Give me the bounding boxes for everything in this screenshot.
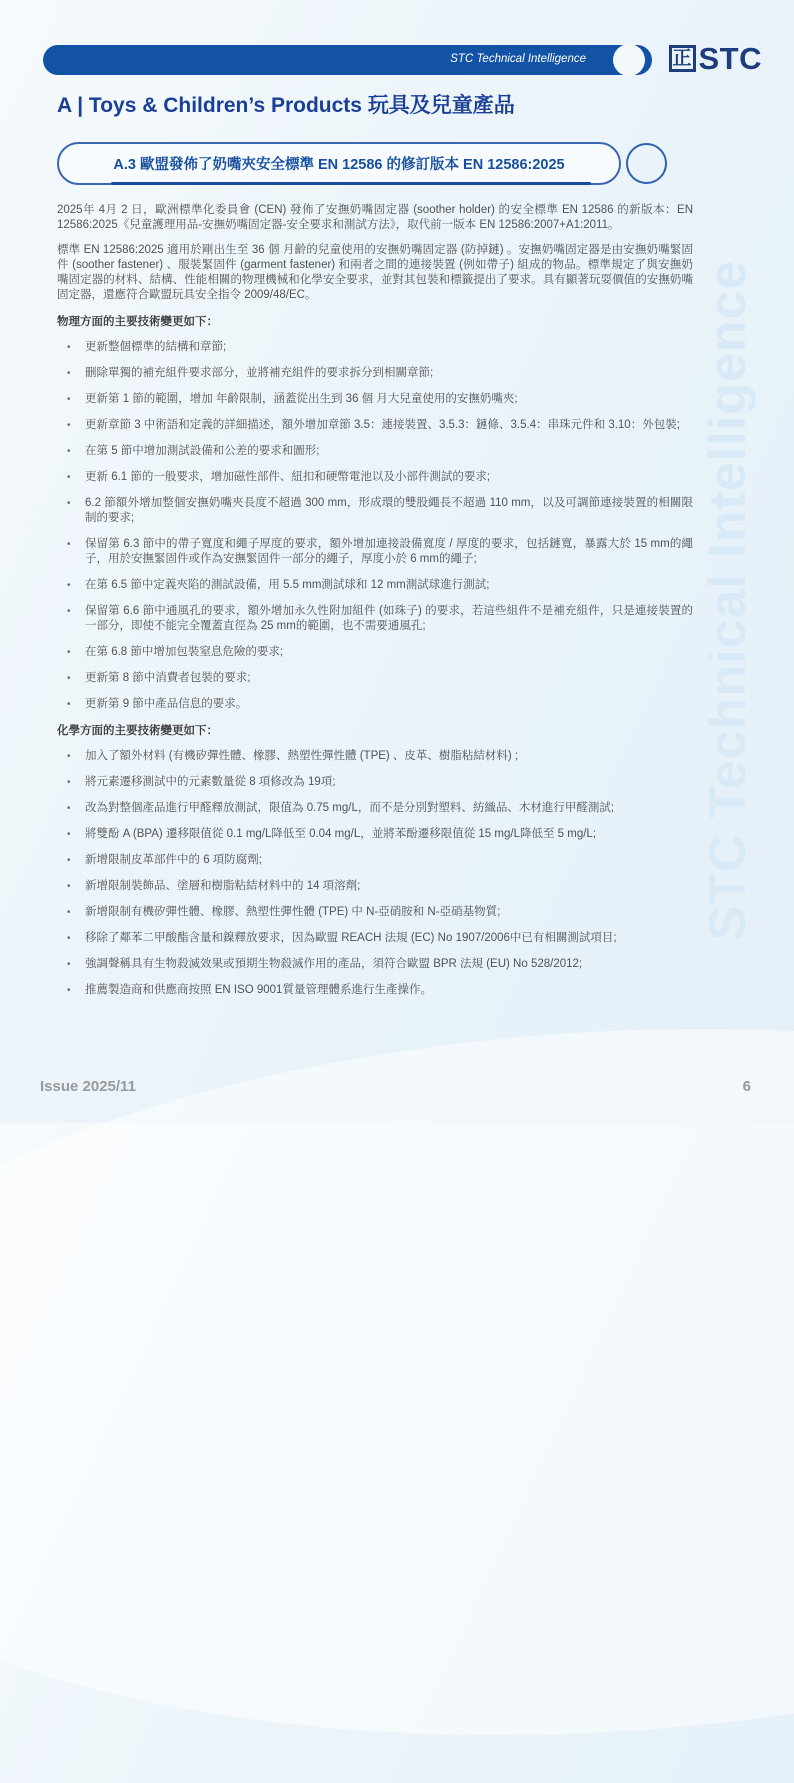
list-item: • 在第 6.8 節中增加包裝窒息危險的要求; xyxy=(57,645,693,660)
page-title-chinese: 玩具及兒童產品 xyxy=(367,93,515,117)
list-item: • 加入了額外材料 (有機矽彈性體、橡膠、熱塑性彈性體 (TPE) 、皮革、樹脂粘結材料) ; xyxy=(57,749,693,764)
list-item: • 將元素遷移測試中的元素數量從 8 項修改為 19項; xyxy=(57,775,693,790)
footer-page-number: 6 xyxy=(742,1078,751,1095)
footer-issue-label: Issue 2025/11 xyxy=(40,1078,136,1095)
physical-changes-heading: 物理方面的主要技術變更如下： xyxy=(57,316,218,328)
list-item: • 推薦製造商和供應商按照 EN ISO 9001質量管理體系進行生產操作。 xyxy=(57,983,693,998)
list-item: • 保留第 6.6 節中通風孔的要求，額外增加永久性附加組件 (如珠子) 的要求，若這些組件不是補充組件，只是連接裝置的一部分，即使不能完全覆蓋直徑為 25 mm的範圍，也不需要通風孔; xyxy=(57,604,693,634)
list-item: • 在第 5 節中增加測試設備和公差的要求和圖形; xyxy=(57,444,693,459)
section-heading-pill xyxy=(57,142,621,185)
header-bar-notch xyxy=(613,44,645,76)
chemical-changes-heading: 化學方面的主要技術變更如下： xyxy=(57,725,218,737)
list-item: • 更新 6.1 節的一般要求，增加磁性部件、紐扣和硬幣電池以及小部件測試的要求; xyxy=(57,470,693,485)
list-item: • 新增限制皮革部件中的 6 項防腐劑; xyxy=(57,853,693,868)
stc-logo xyxy=(669,43,763,74)
section-heading-label: A.3 歐盟發佈了奶嘴夾安全標準 EN 12586 的修訂版本 EN 12586:2025 xyxy=(113,157,565,173)
stc-logo-glyph-icon: 正 xyxy=(669,45,696,72)
physical-changes-list xyxy=(57,340,693,712)
page-title xyxy=(57,89,515,119)
list-item: • 保留第 6.3 節中的帶子寬度和繩子厚度的要求，額外增加連接設備寬度 / 厚度的要求，包括鏈寬，暴露大於 15 mm的繩子，用於安撫緊固件或作為安撫緊固件一部分的繩子，厚度小於 6 mm的繩子; xyxy=(57,537,693,567)
list-item: • 移除了鄰苯二甲酸酯含量和鎳釋放要求，因為歐盟 REACH 法規 (EC) No 1907/2006中已有相關測試項目; xyxy=(57,931,693,946)
background-swoosh xyxy=(0,981,794,1783)
list-item: • 更新第 1 節的範圍，增加 年齡限制，涵蓋從出生到 36 個 月大兒童使用的安撫奶嘴夾; xyxy=(57,392,693,407)
list-item: • 更新第 9 節中產品信息的要求。 xyxy=(57,697,693,712)
header-bar xyxy=(43,45,652,75)
list-item: • 刪除單獨的補充組件要求部分，並將補充組件的要求拆分到相關章節; xyxy=(57,366,693,381)
list-item: • 將雙酚 A (BPA) 遷移限值從 0.1 mg/L降低至 0.04 mg/L，並將苯酚遷移限值從 15 mg/L降低至 5 mg/L; xyxy=(57,827,693,842)
list-item: • 6.2 節額外增加整個安撫奶嘴夾長度不超過 300 mm，形成環的雙股繩長不超過 110 mm，以及可調節連接裝置的相關限制的要求; xyxy=(57,496,693,526)
list-item: • 強調聲稱具有生物殺滅效果或預期生物殺滅作用的產品，須符合歐盟 BPR 法規 (EU) No 528/2012; xyxy=(57,957,693,972)
scope-paragraph: 標準 EN 12586:2025 適用於剛出生至 36 個 月齡的兒童使用的安撫奶嘴固定器 (防掉鏈) 。安撫奶嘴固定器是由安撫奶嘴緊固件 (soother fastener) 、服裝緊固件 (garment fastener) 和兩者之間的連接裝置 (例如帶子) 組成的物品。標準規定了與安撫奶嘴固定器的材料、結構、性能相關的物理機械和化學安全要求，並對其包裝和標籤提出了要求。具有顯著玩耍價值的安撫奶嘴固定器，還應符合歐盟玩具安全指令 2009/48/EC。 xyxy=(57,244,693,301)
header-bar-label: STC Technical Intelligence xyxy=(450,53,586,65)
list-item: • 新增限制有機矽彈性體、橡膠、熱塑性彈性體 (TPE) 中 N-亞硝胺和 N-亞硝基物質; xyxy=(57,905,693,920)
article-body xyxy=(57,203,693,1009)
watermark-text: STC Technical Intelligence xyxy=(699,259,757,941)
list-item: • 新增限制裝飾品、塗層和樹脂粘結材料中的 14 項溶劑; xyxy=(57,879,693,894)
section-decorative-circle xyxy=(626,143,667,184)
intro-paragraph: 2025年 4月 2 日，歐洲標準化委員會 (CEN) 發佈了安撫奶嘴固定器 (soother holder) 的安全標準 EN 12586 的新版本：EN 12586:2025《兒童護理用品-安撫奶嘴固定器-安全要求和測試方法》，取代前一版本 EN 12586:2007+A1:2011。 xyxy=(57,204,693,231)
chemical-changes-list xyxy=(57,749,693,998)
list-item: • 更新整個標準的結構和章節; xyxy=(57,340,693,355)
list-item: • 改為對整個產品進行甲醛釋放測試，限值為 0.75 mg/L，而不是分別對塑料、紡織品、木材進行甲醛測試; xyxy=(57,801,693,816)
stc-logo-text: STC xyxy=(698,41,762,76)
list-item: • 更新第 8 節中消費者包裝的要求; xyxy=(57,671,693,686)
list-item: • 在第 6.5 節中定義夾陷的測試設備，用 5.5 mm測試球和 12 mm測試球進行測試; xyxy=(57,578,693,593)
list-item: • 更新章節 3 中術語和定義的詳細描述，額外增加章節 3.5：連接裝置、3.5.3：鏈條、3.5.4：串珠元件和 3.10：外包裝; xyxy=(57,418,693,433)
page-title-english: A | Toys & Children’s Products xyxy=(57,94,368,117)
